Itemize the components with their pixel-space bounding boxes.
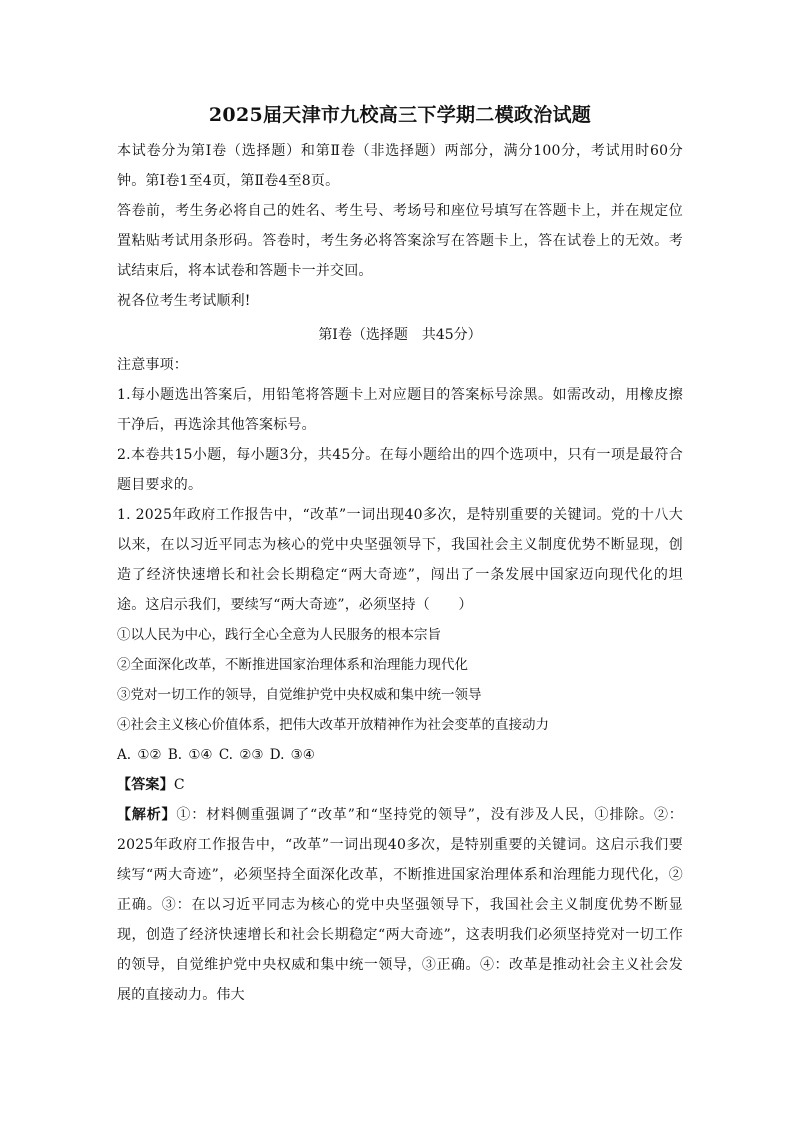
note-1: 1.每小题选出答案后，用铅笔将答题卡上对应题目的答案标号涂黑。如需改动，用橡皮擦干净后，再选涂其他答案标号。 <box>117 387 683 433</box>
document-page <box>117 100 683 1010</box>
question-1-option-3: ③党对一切工作的领导，自觉维护党中央权威和集中统一领导 <box>117 687 482 703</box>
analysis-text: ①：材料侧重强调了“改革”和“坚持党的领导”，没有涉及人民，①排除。②：2025年政府工作报告中，“改革”一词出现40多次，是特别重要的关键词。这启示我们要续写“两大奇迹”，必须坚持全面深化改革，不断推进国家治理体系和治理能力现代化，②正确。③：在以习近平同志为核心的党中央坚强领导下，我国社会主义制度优势不断显现，创造了经济快速增长和社会长期稳定“两大奇迹”，这表明我们必须坚持党对一切工作的领导，自觉维护党中央权威和集中统一领导，③正确。④：改革是推动社会主义社会发展的直接动力。伟大 <box>117 807 683 1003</box>
question-1-option-4: ④社会主义核心价值体系，把伟大改革开放精神作为社会变革的直接动力 <box>117 717 549 733</box>
section-heading: 第Ⅰ卷（选择题 共45分） <box>318 327 482 343</box>
analysis-tag: 【解析】 <box>117 807 177 823</box>
question-1-option-1: ①以人民为中心，践行全心全意为人民服务的根本宗旨 <box>117 627 441 643</box>
answer-tag: 【答案】 <box>117 777 174 793</box>
intro-wish: 祝各位考生考试顺利! <box>117 293 251 309</box>
answer-value: C <box>173 777 185 793</box>
question-1-choices: A. ①② B. ①④ C. ②③ D. ③④ <box>117 747 315 763</box>
page-title: 2025届天津市九校高三下学期二模政治试题 <box>208 104 592 126</box>
note-2: 2.本卷共15小题，每小题3分，共45分。在每小题给出的四个选项中，只有一项是最符合题目要求的。 <box>117 447 683 493</box>
question-1-stem: 1. 2025年政府工作报告中，“改革”一词出现40多次，是特别重要的关键词。党的十八大以来，在以习近平同志为核心的党中央坚强领导下，我国社会主义制度优势不断显现，创造了经济快速增长和社会长期稳定“两大奇迹”，闯出了一条发展中国家迈向现代化的坦途。这启示我们，要续写“两大奇迹”，必须坚持（ ） <box>117 507 683 613</box>
notes-title: 注意事项： <box>117 357 188 373</box>
answer-line <box>117 770 683 800</box>
question-1-option-2: ②全面深化改革，不断推进国家治理体系和治理能力现代化 <box>117 657 468 673</box>
analysis-paragraph <box>117 800 683 1010</box>
intro-paragraph-2: 答卷前，考生务必将自己的姓名、考生号、考场号和座位号填写在答题卡上，并在规定位置粘贴考试用条形码。答卷时，考生务必将答案涂写在答题卡上，答在试卷上的无效。考试结束后，将本试卷和答题卡一并交回。 <box>117 203 683 279</box>
intro-paragraph-1: 本试卷分为第Ⅰ卷（选择题）和第Ⅱ卷（非选择题）两部分，满分100分，考试用时60分钟。第Ⅰ卷1至4页，第Ⅱ卷4至8页。 <box>117 143 683 189</box>
